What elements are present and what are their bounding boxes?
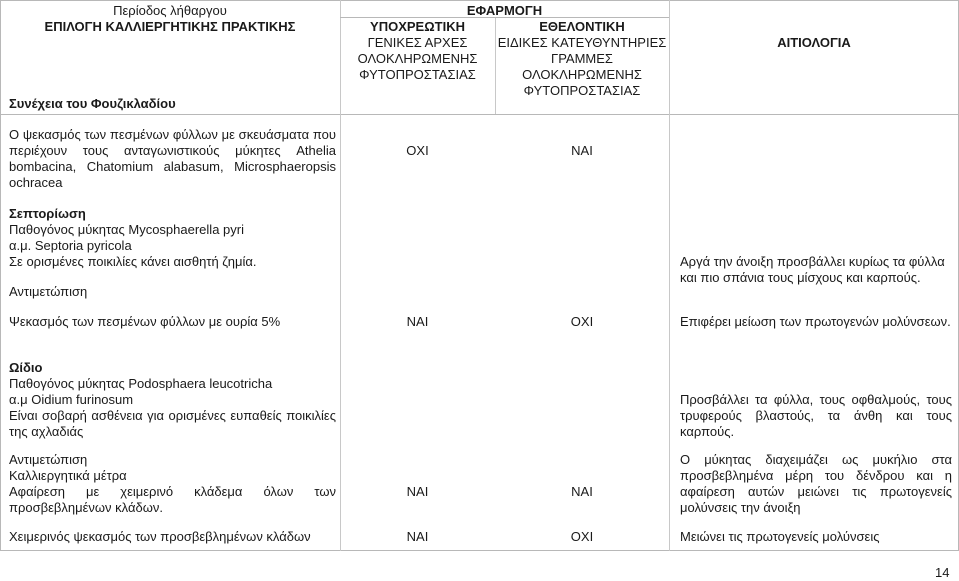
septoria-damage: Σε ορισμένες ποικιλίες κάνει αισθητή ζημία. [9, 254, 257, 269]
header-divider [0, 114, 959, 115]
header-voluntary [495, 19, 669, 99]
oidium-cultural: Καλλιεργητικά μέτρα [9, 468, 127, 483]
oidium-title: Ωίδιο [9, 360, 43, 375]
oidium-spray: Χειμερινός ψεκασμός των προσβεβλημένων κλάδων [9, 529, 311, 544]
oidium-spray-voluntary: ΟΧΙ [570, 529, 594, 544]
header-mandatory-line: ΓΕΝΙΚΕΣ ΑΡΧΕΣ [367, 35, 468, 50]
header-application: ΕΦΑΡΜΟΓΗ [466, 3, 543, 18]
header-voluntary-line: ΕΙΔΙΚΕΣ ΚΑΤΕΥΘΥΝΤΗΡΙΕΣ [497, 35, 667, 50]
oidium-spray-mandatory: ΝΑΙ [406, 529, 429, 544]
row1-mandatory: ΟΧΙ [406, 143, 429, 158]
septoria-practice-note: Επιφέρει μείωση των πρωτογενών μολύνσεων. [680, 314, 951, 329]
septoria-practice: Ψεκασμός των πεσμένων φύλλων με ουρία 5% [9, 314, 281, 329]
row1-practice: Ο ψεκασμός των πεσμένων φύλλων με σκευάσματα που περιέχουν τους ανταγωνιστικούς μύκητες Athelia bombacina, Chatomium alabasum, Microsphaeropsis ochracea [9, 127, 336, 190]
column-divider [669, 0, 670, 551]
oidium-pruning-note: Ο μύκητας διαχειμάζει ως μυκήλιο στα προσβεβλημένα μέρη του δένδρου και η αφαίρεση αυτών μειώνει τις πρωτογενείς μολύνσεις την άνοιξη [680, 452, 952, 515]
header-mandatory-line: ΥΠΟΧΡΕΩΤΙΚΗ [370, 19, 465, 34]
header-voluntary-line: ΦΥΤΟΠΡΟΣΤΑΣΙΑΣ [523, 83, 641, 98]
septoria-title: Σεπτορίωση [9, 206, 86, 221]
septoria-pathogen: Παθογόνος μύκητας Mycosphaerella pyri [9, 222, 244, 237]
septoria-mandatory: ΝΑΙ [406, 314, 429, 329]
septoria-asexual: α.μ. Septoria pyricola [9, 238, 132, 253]
header-mandatory [340, 19, 495, 83]
oidium-pathogen: Παθογόνος μύκητας Podosphaera leucotricha [9, 376, 273, 391]
septoria-treatment: Αντιμετώπιση [9, 284, 88, 299]
header-justification: ΑΙΤΙΟΛΟΓΙΑ [777, 35, 851, 50]
header-mandatory-line: ΟΛΟΚΛΗΡΩΜΕΝΗΣ [357, 51, 478, 66]
header-voluntary-line: ΕΘΕΛΟΝΤΙΚΗ [539, 19, 625, 34]
oidium-pruning-voluntary: ΝΑΙ [571, 484, 593, 499]
oidium-pruning-mandatory: ΝΑΙ [406, 484, 429, 499]
header-mandatory-line: ΦΥΤΟΠΡΟΣΤΑΣΙΑΣ [359, 67, 476, 82]
septoria-voluntary: ΟΧΙ [570, 314, 594, 329]
oidium-severity: Είναι σοβαρή ασθένεια για ορισμένες ευπαθείς ποικιλίες της αχλαδιάς [9, 408, 336, 439]
header-period: Περίοδος λήθαργου [113, 3, 227, 18]
header-title: ΕΠΙΛΟΓΗ ΚΑΛΛΙΕΡΓΗΤΙΚΗΣ ΠΡΑΚΤΙΚΗΣ [44, 19, 296, 34]
oidium-pruning: Αφαίρεση με χειμερινό κλάδεμα όλων των προσβεβλημένων κλάδων. [9, 484, 336, 515]
oidium-spray-note: Μειώνει τις πρωτογενείς μολύνσεις [680, 529, 880, 544]
page-number: 14 [935, 565, 950, 580]
oidium-note: Προσβάλλει τα φύλλα, τους οφθαλμούς, τους τρυφερούς βλαστούς, τα άνθη και τους καρπούς. [680, 392, 952, 439]
oidium-asexual: α.μ Oidium furinosum [9, 392, 134, 407]
header-voluntary-line: ΓΡΑΜΜΕΣ [551, 51, 613, 66]
header-voluntary-line: ΟΛΟΚΛΗΡΩΜΕΝΗΣ [522, 67, 642, 82]
oidium-treatment: Αντιμετώπιση [9, 452, 88, 467]
row1-voluntary: ΝΑΙ [571, 143, 593, 158]
header-continuation: Συνέχεια του Φουζικλαδίου [9, 96, 176, 111]
septoria-note: Αργά την άνοιξη προσβάλλει κυρίως τα φύλλα και πιο σπάνια τους μίσχους και καρπούς. [680, 254, 945, 285]
